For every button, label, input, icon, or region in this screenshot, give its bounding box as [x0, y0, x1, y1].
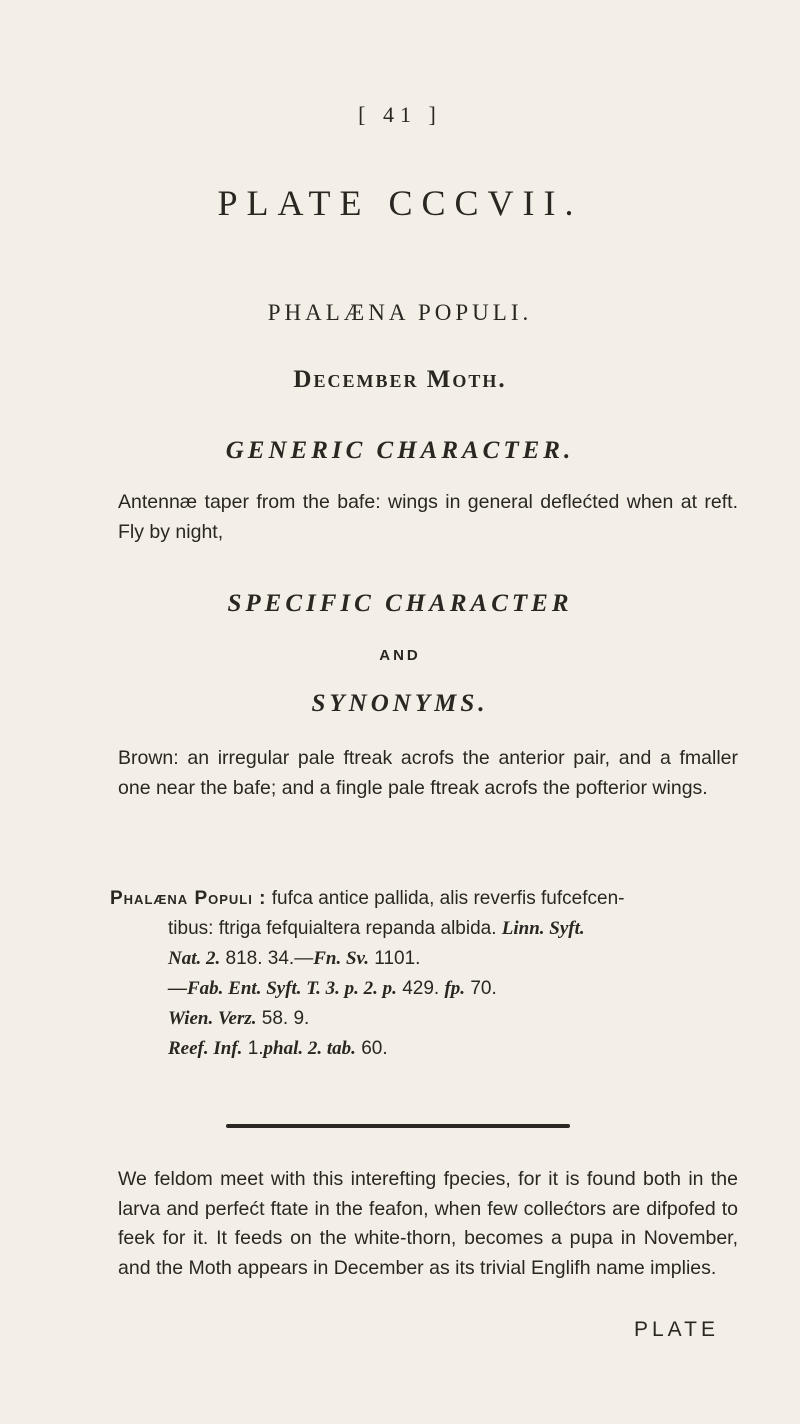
- synonymy-lead: Phalæna Populi :: [110, 888, 267, 909]
- synonymy-line: [110, 884, 624, 913]
- reference: Fn. Sv.: [313, 948, 369, 969]
- synonymy-text: 1101.: [374, 948, 421, 969]
- generic-character-text: Antennæ taper from the bafe: wings in general deflećted when at reft. Fly by night,: [118, 491, 738, 543]
- plate-title: PLATE CCCVII.: [217, 183, 583, 223]
- synonymy-text: 58. 9.: [261, 1008, 310, 1029]
- reference: Linn. Syft.: [501, 918, 585, 939]
- synonymy-text: tibus: ftriga fefquialtera repanda albida.: [168, 918, 497, 939]
- synonymy-line: [168, 914, 585, 943]
- specific-character-heading: SPECIFIC CHARACTER: [227, 590, 573, 617]
- reference: Nat. 2.: [168, 948, 221, 969]
- species-name: PHALÆNA POPULI.: [267, 300, 533, 325]
- catchword: PLATE: [634, 1318, 719, 1341]
- reference: Reef. Inf.: [168, 1038, 243, 1059]
- synonymy-line: [168, 944, 420, 973]
- and-label: AND: [379, 647, 421, 664]
- reference: —Fab. Ent. Syft. T. 3. p. 2. p.: [168, 978, 397, 999]
- synonymy-text: 1.: [247, 1038, 264, 1059]
- synonymy-line: [168, 974, 497, 1003]
- synonymy-line: [168, 1004, 309, 1033]
- synonymy-text: 70.: [470, 978, 497, 999]
- synonymy-text: 818. 34.—: [225, 948, 314, 969]
- divider-rule: [226, 1124, 570, 1128]
- specific-character-text: Brown: an irregular pale ftreak acrofs the anterior pair, and a fmaller one near the bafe; and a fingle pale ftreak acrofs the pofterior wings.: [118, 747, 738, 799]
- generic-character-heading: GENERIC CHARACTER.: [225, 437, 575, 464]
- closing-paragraph: We feldom meet with this interefting fpecies, for it is found both in the larva and perfećt ftate in the feafon, when few collećtors are difpofed to feek for it. It feeds on the white-thorn, becomes a pupa in November, and the Moth appears in December as its trivial Englifh name implies.: [118, 1168, 738, 1279]
- page-number: [ 41 ]: [358, 102, 442, 127]
- reference: fp.: [444, 978, 466, 999]
- synonymy-text: 429.: [402, 978, 440, 999]
- synonyms-heading: SYNONYMS.: [311, 690, 489, 717]
- reference: phal. 2. tab.: [263, 1038, 356, 1059]
- common-name: December Moth.: [293, 366, 507, 393]
- synonymy-text: 60.: [361, 1038, 388, 1059]
- reference: Wien. Verz.: [168, 1008, 257, 1029]
- synonymy-text: fufca antice pallida, alis reverfis fufcefcen-: [271, 888, 625, 909]
- synonymy-line: [168, 1034, 388, 1063]
